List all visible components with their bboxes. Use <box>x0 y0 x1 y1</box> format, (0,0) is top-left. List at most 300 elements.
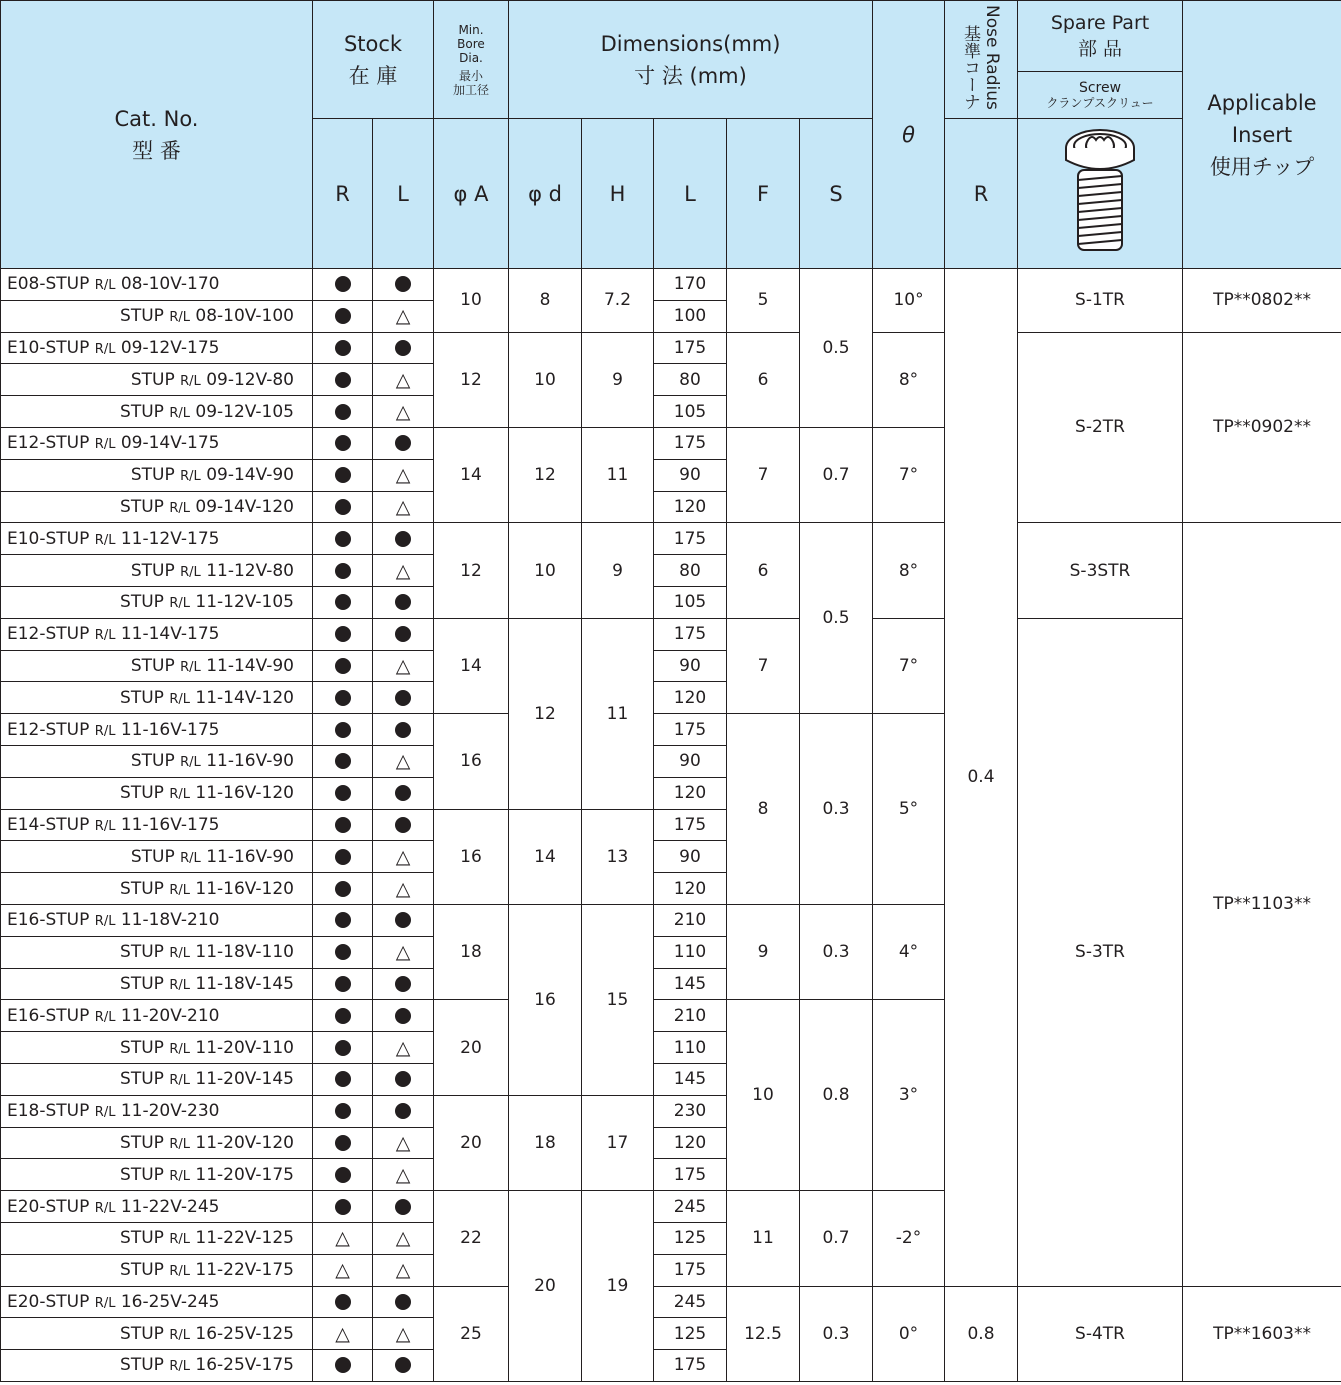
h-header: H <box>582 119 654 269</box>
S-cell: 0.3 <box>800 714 873 905</box>
cat-prefix: STUP <box>120 878 170 899</box>
cat-no-cell <box>1 1191 313 1223</box>
f-header: F <box>727 119 800 269</box>
cat-suffix: 11-12V-175 <box>115 528 220 549</box>
cat-no-cell <box>1 809 313 841</box>
in-stock-dot-icon <box>395 1357 411 1373</box>
stock-r-cell <box>313 586 373 618</box>
stock-l-cell <box>373 650 434 682</box>
cat-prefix: E12-STUP <box>7 624 95 645</box>
cat-prefix: E14-STUP <box>7 814 95 835</box>
cat-suffix: 11-20V-210 <box>115 1005 220 1026</box>
cat-suffix: 11-22V-245 <box>115 1196 220 1217</box>
cat-suffix: 11-20V-110 <box>189 1037 294 1058</box>
in-stock-dot-icon <box>335 372 351 388</box>
in-stock-dot-icon <box>335 849 351 865</box>
rl-fraction: R/L <box>94 628 116 644</box>
stock-l-cell <box>373 1095 434 1127</box>
rl-fraction: R/L <box>169 310 190 326</box>
rl-fraction: R/L <box>169 1041 190 1057</box>
cat-suffix: 09-12V-80 <box>200 369 294 390</box>
cat-prefix: STUP <box>130 655 181 676</box>
stock-r-cell <box>313 745 373 777</box>
cat-suffix: 11-20V-175 <box>189 1164 294 1185</box>
made-to-order-triangle-icon: △ <box>395 400 411 423</box>
in-stock-dot-icon <box>395 976 411 992</box>
in-stock-dot-icon <box>395 785 411 801</box>
stock-l-cell <box>373 968 434 1000</box>
in-stock-dot-icon <box>395 1199 411 1215</box>
d-cell: 12 <box>509 618 582 809</box>
H-cell: 17 <box>582 1095 654 1190</box>
cat-no-cell <box>1 459 313 491</box>
length-cell: 175 <box>654 809 727 841</box>
cat-no-cell <box>1 1254 313 1286</box>
table-row <box>1 618 1341 650</box>
cat-suffix: 08-10V-170 <box>115 274 220 295</box>
made-to-order-triangle-icon: △ <box>395 1131 411 1154</box>
A-cell: 18 <box>434 904 509 999</box>
S-cell: 0.5 <box>800 269 873 428</box>
length-cell: 105 <box>654 586 727 618</box>
stock-r-cell <box>313 809 373 841</box>
stock-header-jp: 在 庫 <box>348 63 398 88</box>
table-row <box>1 332 1341 364</box>
nose-radius-en: Nose Radius <box>982 5 1003 110</box>
stock-l-cell <box>373 745 434 777</box>
cat-no-cell <box>1 682 313 714</box>
in-stock-dot-icon <box>335 308 351 324</box>
cat-no-cell <box>1 1318 313 1350</box>
in-stock-dot-icon <box>335 1008 351 1024</box>
in-stock-dot-icon <box>395 340 411 356</box>
in-stock-dot-icon <box>395 690 411 706</box>
made-to-order-triangle-icon: △ <box>395 368 411 391</box>
in-stock-dot-icon <box>395 594 411 610</box>
in-stock-dot-icon <box>395 1008 411 1024</box>
in-stock-dot-icon <box>395 1294 411 1310</box>
rl-fraction: R/L <box>169 882 190 898</box>
stock-r-cell <box>313 1000 373 1032</box>
stock-r-cell <box>313 1318 373 1350</box>
rl-fraction: R/L <box>94 1009 116 1025</box>
stock-l-cell <box>373 841 434 873</box>
cat-suffix: 09-12V-175 <box>115 337 220 358</box>
theta-cell: 7° <box>873 618 945 713</box>
catno-header-en: Cat. No. <box>114 106 199 131</box>
stock-r-cell <box>313 1032 373 1064</box>
cat-suffix: 11-12V-105 <box>189 592 294 613</box>
stock-r-cell <box>313 777 373 809</box>
cat-prefix: STUP <box>120 1323 170 1344</box>
cat-prefix: STUP <box>120 783 170 804</box>
in-stock-dot-icon <box>335 690 351 706</box>
table-row <box>1 523 1341 555</box>
cat-suffix: 11-20V-230 <box>115 1101 220 1122</box>
length-cell: 175 <box>654 427 727 459</box>
H-cell: 19 <box>582 1191 654 1382</box>
cat-suffix: 09-12V-105 <box>189 401 294 422</box>
cat-no-cell <box>1 427 313 459</box>
stock-r-cell <box>313 1127 373 1159</box>
length-cell: 120 <box>654 873 727 905</box>
cat-prefix: E10-STUP <box>7 337 95 358</box>
in-stock-dot-icon <box>335 626 351 642</box>
cat-suffix: 16-25V-125 <box>189 1323 294 1344</box>
length-cell: 210 <box>654 1000 727 1032</box>
theta-cell: 3° <box>873 1000 945 1191</box>
F-cell: 5 <box>727 269 800 333</box>
stock-header-en: Stock <box>343 31 403 56</box>
made-to-order-triangle-icon: △ <box>395 495 411 518</box>
spare-part-header <box>1018 1 1183 119</box>
d-cell: 14 <box>509 809 582 904</box>
cat-no-cell <box>1 1000 313 1032</box>
length-cell: 175 <box>654 1254 727 1286</box>
stock-l-cell <box>373 491 434 523</box>
cat-suffix: 08-10V-100 <box>189 306 294 327</box>
theta-header <box>873 1 945 269</box>
d-cell: 10 <box>509 332 582 427</box>
F-cell: 11 <box>727 1191 800 1286</box>
length-cell: 90 <box>654 650 727 682</box>
table-header <box>1 1 1341 269</box>
in-stock-dot-icon <box>335 340 351 356</box>
length-cell: 125 <box>654 1222 727 1254</box>
theta-cell: -2° <box>873 1191 945 1286</box>
insert-jp: 使用チップ <box>1209 154 1315 179</box>
length-cell: 100 <box>654 300 727 332</box>
rl-fraction: R/L <box>169 1264 190 1280</box>
length-cell: 175 <box>654 714 727 746</box>
length-cell: 175 <box>654 1159 727 1191</box>
stock-r-header: R <box>313 119 373 269</box>
cat-suffix: 11-20V-145 <box>189 1069 294 1090</box>
in-stock-dot-icon <box>335 1135 351 1151</box>
screw-icon <box>1060 126 1140 258</box>
rl-fraction: R/L <box>180 564 201 580</box>
S-cell: 0.3 <box>800 904 873 999</box>
made-to-order-triangle-icon: △ <box>395 1322 411 1345</box>
table-row <box>1 1286 1341 1318</box>
stock-l-cell <box>373 300 434 332</box>
stock-l-cell <box>373 459 434 491</box>
rl-fraction: R/L <box>94 437 116 453</box>
d-cell: 8 <box>509 269 582 333</box>
made-to-order-triangle-icon: △ <box>395 305 411 328</box>
length-cell: 175 <box>654 618 727 650</box>
in-stock-dot-icon <box>335 1167 351 1183</box>
cat-suffix: 11-22V-175 <box>189 1260 294 1281</box>
nose-cell: 0.4 <box>945 269 1018 1287</box>
length-cell: 145 <box>654 1063 727 1095</box>
A-cell: 12 <box>434 332 509 427</box>
cat-suffix: 11-14V-90 <box>200 655 294 676</box>
cat-prefix: STUP <box>120 942 170 963</box>
H-cell: 11 <box>582 618 654 809</box>
made-to-order-triangle-icon: △ <box>395 845 411 868</box>
A-cell: 22 <box>434 1191 509 1286</box>
in-stock-dot-icon <box>335 276 351 292</box>
cat-prefix: E18-STUP <box>7 1101 95 1122</box>
length-cell: 110 <box>654 936 727 968</box>
l-header: L <box>654 119 727 269</box>
catno-header <box>1 1 313 269</box>
rl-fraction: R/L <box>169 691 190 707</box>
cat-prefix: STUP <box>120 1164 170 1185</box>
in-stock-dot-icon <box>395 276 411 292</box>
length-cell: 175 <box>654 1350 727 1382</box>
cat-no-cell <box>1 300 313 332</box>
rl-fraction: R/L <box>94 532 116 548</box>
A-cell: 16 <box>434 714 509 809</box>
A-cell: 14 <box>434 618 509 713</box>
stock-l-cell <box>373 269 434 301</box>
in-stock-dot-icon <box>395 1103 411 1119</box>
stock-l-cell <box>373 555 434 587</box>
cat-suffix: 11-16V-120 <box>189 783 294 804</box>
length-cell: 120 <box>654 491 727 523</box>
rl-fraction: R/L <box>94 1105 116 1121</box>
cat-prefix: STUP <box>120 401 170 422</box>
stock-r-cell <box>313 459 373 491</box>
cat-suffix: 09-14V-120 <box>189 496 294 517</box>
insert-cell: TP**1603** <box>1183 1286 1341 1381</box>
stock-l-cell <box>373 1350 434 1382</box>
in-stock-dot-icon <box>395 912 411 928</box>
cat-no-cell <box>1 586 313 618</box>
rl-fraction: R/L <box>94 914 116 930</box>
cat-no-cell <box>1 777 313 809</box>
d-cell: 16 <box>509 904 582 1095</box>
rl-fraction: R/L <box>169 787 190 803</box>
length-cell: 170 <box>654 269 727 301</box>
min-bore-en-1: Min. <box>458 22 484 37</box>
cat-suffix: 11-16V-120 <box>189 878 294 899</box>
screw-en: Screw <box>1078 80 1122 96</box>
length-cell: 245 <box>654 1286 727 1318</box>
S-cell: 0.5 <box>800 523 873 714</box>
in-stock-dot-icon <box>335 912 351 928</box>
cat-no-cell <box>1 904 313 936</box>
stock-l-cell <box>373 1254 434 1286</box>
stock-l-cell <box>373 1000 434 1032</box>
cat-prefix: STUP <box>130 751 181 772</box>
made-to-order-triangle-icon: △ <box>335 1227 350 1250</box>
in-stock-dot-icon <box>335 531 351 547</box>
made-to-order-triangle-icon: △ <box>395 464 411 487</box>
F-cell: 9 <box>727 904 800 999</box>
in-stock-dot-icon <box>335 1103 351 1119</box>
cat-suffix: 11-14V-175 <box>115 624 220 645</box>
rl-fraction: R/L <box>180 659 201 675</box>
cat-no-cell <box>1 555 313 587</box>
H-cell: 13 <box>582 809 654 904</box>
length-cell: 80 <box>654 364 727 396</box>
rl-fraction: R/L <box>94 818 116 834</box>
made-to-order-triangle-icon: △ <box>395 941 411 964</box>
rl-fraction: R/L <box>94 1200 116 1216</box>
stock-r-cell <box>313 1222 373 1254</box>
theta-cell: 5° <box>873 714 945 905</box>
cat-suffix: 11-18V-210 <box>115 910 220 931</box>
stock-l-cell <box>373 586 434 618</box>
insert-cell: TP**0802** <box>1183 269 1341 333</box>
stock-r-cell <box>313 523 373 555</box>
length-cell: 90 <box>654 745 727 777</box>
rl-fraction: R/L <box>94 1295 116 1311</box>
stock-l-cell <box>373 1063 434 1095</box>
made-to-order-triangle-icon: △ <box>395 1227 411 1250</box>
stock-r-cell <box>313 1286 373 1318</box>
cat-prefix: STUP <box>120 496 170 517</box>
rl-fraction: R/L <box>180 469 201 485</box>
S-cell: 0.7 <box>800 1191 873 1286</box>
theta-cell: 7° <box>873 427 945 522</box>
cat-prefix: STUP <box>130 560 181 581</box>
theta-cell: 8° <box>873 332 945 427</box>
stock-l-cell <box>373 809 434 841</box>
F-cell: 6 <box>727 332 800 427</box>
rl-fraction: R/L <box>180 373 201 389</box>
cat-no-cell <box>1 714 313 746</box>
stock-l-cell <box>373 1318 434 1350</box>
in-stock-dot-icon <box>395 626 411 642</box>
cat-no-cell <box>1 618 313 650</box>
in-stock-dot-icon <box>335 817 351 833</box>
cat-no-cell <box>1 364 313 396</box>
screw-image-cell <box>1018 119 1183 269</box>
screw-cell: S-2TR <box>1018 332 1183 523</box>
made-to-order-triangle-icon: △ <box>395 559 411 582</box>
min-bore-en-3: Dia. <box>459 50 483 65</box>
rl-fraction: R/L <box>169 500 190 516</box>
cat-no-cell <box>1 936 313 968</box>
stock-r-cell <box>313 427 373 459</box>
H-cell: 15 <box>582 904 654 1095</box>
insert-header <box>1183 1 1341 269</box>
insert-cell: TP**1103** <box>1183 523 1341 1286</box>
cat-prefix: E12-STUP <box>7 719 95 740</box>
stock-r-cell <box>313 714 373 746</box>
in-stock-dot-icon <box>335 499 351 515</box>
insert-en-1: Applicable <box>1207 90 1317 115</box>
length-cell: 125 <box>654 1318 727 1350</box>
F-cell: 12.5 <box>727 1286 800 1381</box>
cat-prefix: STUP <box>120 1228 170 1249</box>
A-cell: 25 <box>434 1286 509 1381</box>
length-cell: 120 <box>654 1127 727 1159</box>
made-to-order-triangle-icon: △ <box>395 1163 411 1186</box>
dimensions-header-en: Dimensions(mm) <box>600 31 781 56</box>
stock-r-cell <box>313 682 373 714</box>
cat-prefix: E08-STUP <box>7 274 95 295</box>
cat-prefix: STUP <box>120 973 170 994</box>
stock-l-cell <box>373 427 434 459</box>
A-cell: 20 <box>434 1095 509 1190</box>
stock-l-cell <box>373 396 434 428</box>
rl-fraction: R/L <box>180 850 201 866</box>
stock-r-cell <box>313 491 373 523</box>
min-bore-en-2: Bore <box>457 36 485 51</box>
stock-r-cell <box>313 1350 373 1382</box>
length-cell: 175 <box>654 332 727 364</box>
d-cell: 12 <box>509 427 582 522</box>
theta-cell: 8° <box>873 523 945 618</box>
stock-l-cell <box>373 1159 434 1191</box>
cat-prefix: STUP <box>130 846 181 867</box>
cat-suffix: 09-14V-90 <box>200 465 294 486</box>
in-stock-dot-icon <box>335 785 351 801</box>
length-cell: 90 <box>654 459 727 491</box>
d-cell: 18 <box>509 1095 582 1190</box>
screw-cell: S-3STR <box>1018 523 1183 618</box>
in-stock-dot-icon <box>395 435 411 451</box>
stock-r-cell <box>313 904 373 936</box>
cat-prefix: E20-STUP <box>7 1196 95 1217</box>
made-to-order-triangle-icon: △ <box>395 1036 411 1059</box>
cat-prefix: E20-STUP <box>7 1291 95 1312</box>
screw-jp: クランプスクリュー <box>1046 96 1154 110</box>
cat-no-cell <box>1 1063 313 1095</box>
catno-header-jp: 型 番 <box>132 138 181 163</box>
cat-prefix: E16-STUP <box>7 1005 95 1026</box>
cat-prefix: STUP <box>120 592 170 613</box>
screw-cell: S-4TR <box>1018 1286 1183 1381</box>
in-stock-dot-icon <box>335 1071 351 1087</box>
stock-r-cell <box>313 650 373 682</box>
screw-cell: S-1TR <box>1018 269 1183 333</box>
stock-l-cell <box>373 714 434 746</box>
rl-fraction: R/L <box>169 1359 190 1375</box>
cat-prefix: E10-STUP <box>7 528 95 549</box>
in-stock-dot-icon <box>335 1199 351 1215</box>
cat-suffix: 11-18V-145 <box>189 973 294 994</box>
cat-no-cell <box>1 1222 313 1254</box>
S-cell: 0.8 <box>800 1000 873 1191</box>
in-stock-dot-icon <box>335 881 351 897</box>
A-cell: 16 <box>434 809 509 904</box>
stock-r-cell <box>313 1063 373 1095</box>
made-to-order-triangle-icon: △ <box>395 750 411 773</box>
F-cell: 7 <box>727 427 800 522</box>
spare-part-en: Spare Part <box>1050 12 1150 34</box>
made-to-order-triangle-icon: △ <box>395 1259 411 1282</box>
rl-fraction: R/L <box>169 1327 190 1343</box>
stock-l-cell <box>373 364 434 396</box>
s-header: S <box>800 119 873 269</box>
stock-r-cell <box>313 332 373 364</box>
stock-l-cell <box>373 936 434 968</box>
cat-prefix: STUP <box>120 1037 170 1058</box>
stock-r-cell <box>313 269 373 301</box>
min-bore-jp-2: 加工径 <box>452 82 489 97</box>
rl-fraction: R/L <box>169 1136 190 1152</box>
cat-suffix: 11-20V-120 <box>189 1132 294 1153</box>
rl-fraction: R/L <box>169 1232 190 1248</box>
stock-r-cell <box>313 618 373 650</box>
stock-r-cell <box>313 936 373 968</box>
stock-header <box>313 1 434 119</box>
d-cell: 10 <box>509 523 582 618</box>
in-stock-dot-icon <box>335 722 351 738</box>
cat-no-cell <box>1 1286 313 1318</box>
table-row <box>1 269 1341 301</box>
insert-cell: TP**0902** <box>1183 332 1341 523</box>
cat-suffix: 09-14V-175 <box>115 433 220 454</box>
stock-l-cell <box>373 332 434 364</box>
stock-l-cell <box>373 904 434 936</box>
